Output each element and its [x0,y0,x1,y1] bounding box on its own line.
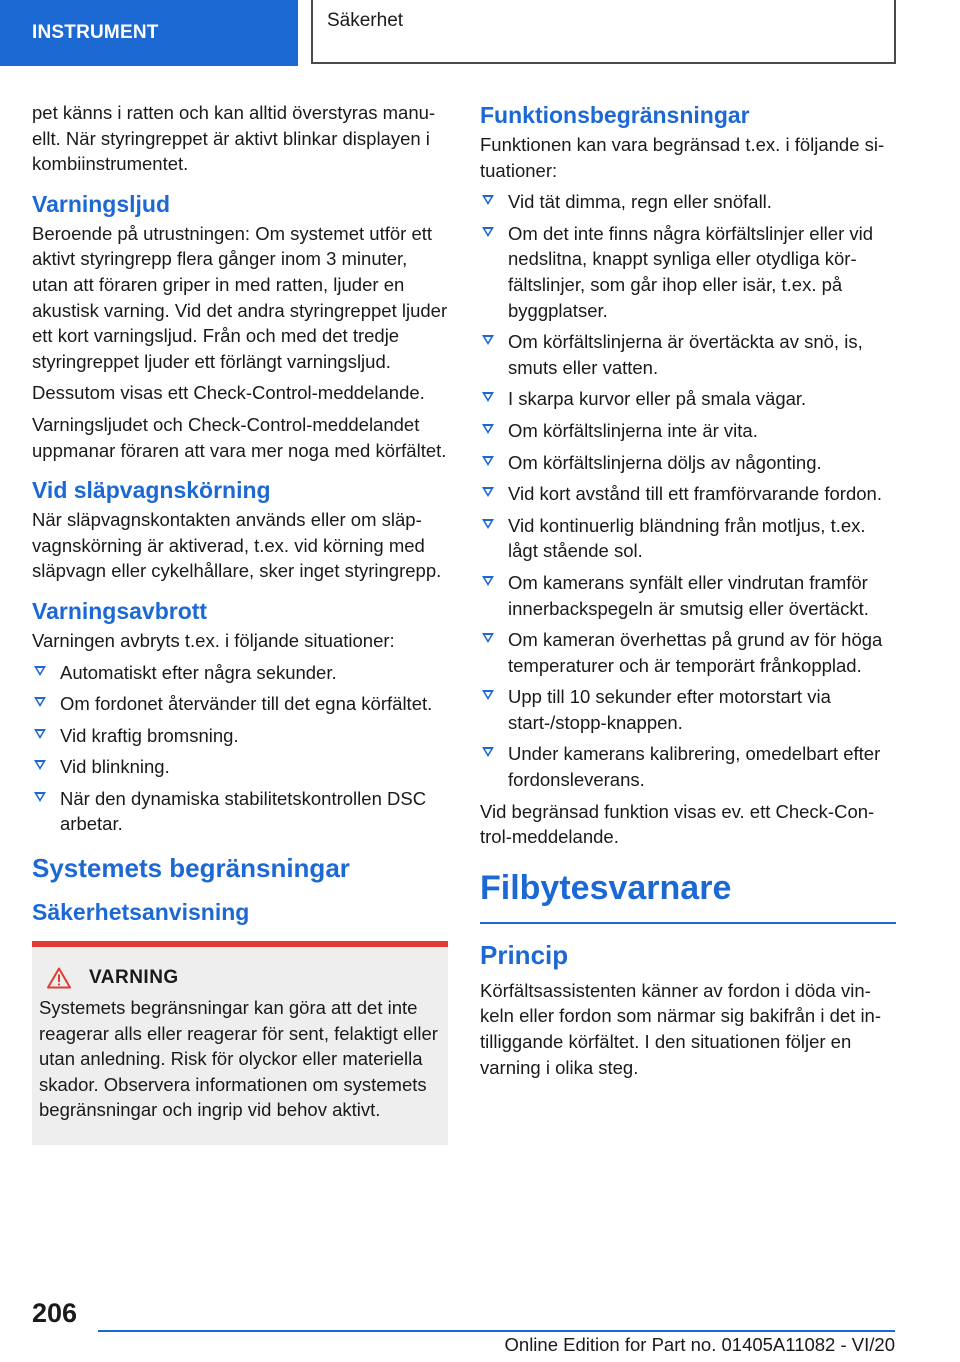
triangle-bullet-icon [482,456,494,466]
list-item: Upp till 10 sekunder efter motorstart via start-/stopp-knappen. [480,684,896,735]
warning-text: Systemets begränsningar kan göra att det inte reagerar alls eller reagerar för sent, felaktigt eller utan anledning. Risk för olyckor eller materiella skador. Observera informationen om systemets begränsningar och ingrip vid behov aktivt. [39,997,438,1121]
intro-paragraph: pet känns i ratten och kan alltid överstyras manuellt. När styringreppet är aktivt blinkar displayen i kombiinstrumentet. [32,102,436,175]
list-item: Vid kraftig bromsning. [32,723,448,749]
triangle-bullet-icon [482,392,494,402]
triangle-bullet-icon [482,633,494,643]
list-item: Om körfältslinjerna är övertäckta av snö, is, smuts eller vatten. [480,329,896,380]
triangle-bullet-icon [482,227,494,237]
page-number: 206 [32,1298,78,1328]
triangle-bullet-icon [482,690,494,700]
heading-filbytesvarnare: Filbytesvarnare [480,864,896,924]
triangle-bullet-icon [482,424,494,434]
triangle-bullet-icon [482,487,494,497]
left-column [32,100,448,1145]
triangle-bullet-icon [34,666,46,676]
edition-text: Online Edition for Part no. 01405A11082 - VI/20 [504,1334,895,1355]
triangle-bullet-icon [34,697,46,707]
varningsljud-p2: Dessutom visas ett Check-Control-meddelande. [32,382,425,404]
funktion-p2: Vid begränsad funktion visas ev. ett Check-Control-meddelande. [480,800,875,848]
triangle-bullet-icon [482,519,494,529]
footer-divider [98,1330,895,1332]
triangle-bullet-icon [34,792,46,802]
list-item: Om kamerans synfält eller vindrutan framför innerbackspegeln är smutsig eller övertäckt. [480,570,896,621]
heading-avbrott: Varningsavbrott [32,597,208,624]
list-item: Om fordonet återvänder till det egna körfältet. [32,691,448,717]
heading-funktion: Funktionsbegränsningar [480,102,750,128]
list-item: När den dynamiska stabilitetskontrollen DSC arbetar. [32,786,448,837]
list-item: Vid kontinuerlig bländning från motljus, t.ex. lågt stående sol. [480,513,896,564]
varningsljud-p3: Varningsljudet och Check-Control-meddelandet uppmanar föraren att vara mer noga med körfältet. [32,413,447,461]
warning-box [32,941,448,1145]
funktion-list [480,189,896,792]
list-item: Vid blinkning. [32,754,448,780]
warning-title: VARNING [89,967,179,989]
topic-label: Säkerhet [327,10,404,31]
heading-slapvagn: Vid släpvagnskörning [32,477,271,504]
warning-header [39,967,440,989]
topic-tab [311,0,896,64]
warning-triangle-icon [47,967,71,989]
triangle-bullet-icon [482,576,494,586]
list-item: Om det inte finns några körfältslinjer eller vid nedslitna, knappt synliga eller otydliga körfältslinjer, som går ihop eller isär, t.ex. på byggplatser. [480,221,896,323]
triangle-bullet-icon [482,195,494,205]
list-item: Om körfältslinjerna döljs av någonting. [480,450,896,476]
triangle-bullet-icon [482,747,494,757]
page-header [0,0,960,66]
avbrott-list [32,660,448,838]
triangle-bullet-icon [34,729,46,739]
list-item: Om körfältslinjerna inte är vita. [480,418,896,444]
list-item: Vid kort avstånd till ett framförvarande fordon. [480,481,896,507]
heading-sakerhetsanvisning: Säkerhetsanvisning [32,899,250,926]
heading-princip: Princip [480,939,569,970]
list-item: Om kameran överhettas på grund av för höga temperaturer och är temporärt frånkopplad. [480,627,896,678]
princip-p1: Körfältsassistenten känner av fordon i döda vinkeln eller fordon som närmar sig bakifrån i det intilliggande körfältet. I den situationen följer en varning i olika steg. [480,979,882,1078]
list-item: Automatiskt efter några sekunder. [32,660,448,686]
list-item: I skarpa kurvor eller på smala vägar. [480,386,896,412]
heading-varningsljud: Varningsljud [32,190,171,217]
list-item: Vid tät dimma, regn eller snöfall. [480,189,896,215]
slapvagn-p1: När släpvagnskontakten används eller om släpvagnskörning är aktiverad, t.ex. vid körning med släpvagn eller cykelhållare, sker inget styringrepp. [32,509,442,582]
varningsljud-p1: Beroende på utrustningen: Om systemet utför ett aktivt styringrepp flera gånger inom 3 minuter, utan att föraren griper in med ratten, ljuder en akustisk varning. Vid det andra styringreppet ljuder ett kort varningsljud. Från och med det tredje styringreppet ljuder ett förlängt varningsljud. [32,222,448,372]
section-tab: INSTRUMENT [0,0,298,66]
triangle-bullet-icon [482,335,494,345]
funktion-p1: Funktionen kan vara begränsad t.ex. i följande situationer: [480,134,885,181]
heading-systemets: Systemets begränsningar [32,853,350,884]
triangle-bullet-icon [34,760,46,770]
right-column [480,100,896,1086]
avbrott-p1: Varningen avbryts t.ex. i följande situationer: [32,629,395,651]
list-item: Under kamerans kalibrering, omedelbart efter fordonsleverans. [480,741,896,792]
